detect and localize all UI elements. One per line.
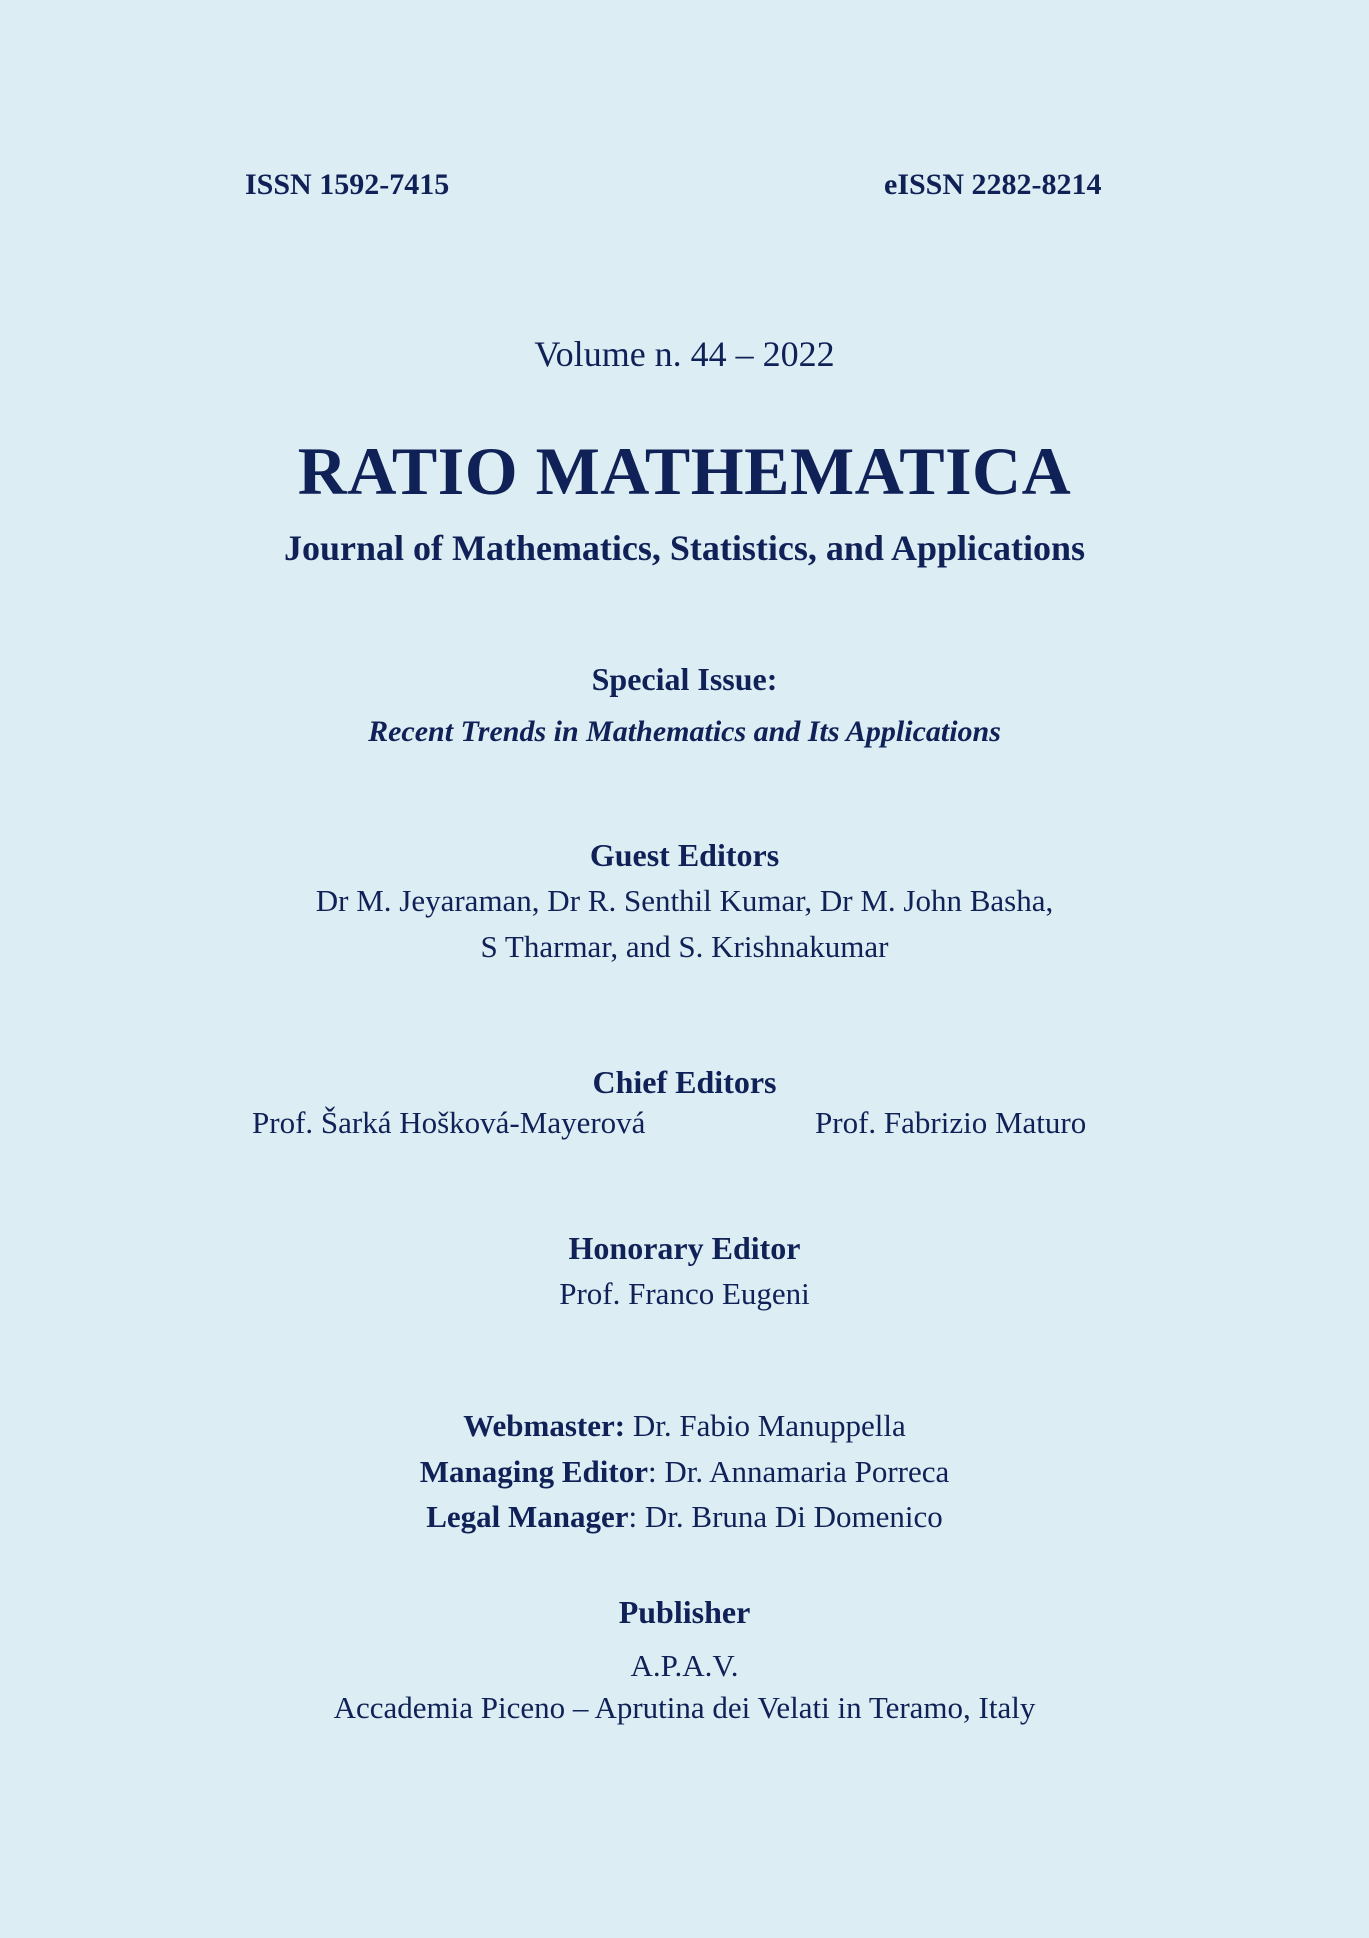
legal-manager-role: Legal Manager [426, 1499, 629, 1534]
managing-editor-name: : Dr. Annamaria Porreca [647, 1454, 950, 1489]
journal-title: RATIO MATHEMATICA [297, 433, 1072, 509]
managing-editor-line [0, 1454, 1369, 1490]
chief-editor-2: Prof. Fabrizio Maturo [815, 1105, 1087, 1140]
guest-editors-line-1: Dr M. Jeyaraman, Dr R. Senthil Kumar, Dr M. John Basha, [315, 883, 1054, 918]
guest-editors-line-2: S Tharmar, and S. Krishnakumar [480, 929, 889, 964]
publisher-heading: Publisher [618, 1594, 751, 1630]
honorary-editor-heading: Honorary Editor [568, 1230, 801, 1266]
chief-editor-1: Prof. Šarká Hošková-Mayerová [252, 1105, 646, 1140]
webmaster-role: Webmaster: [463, 1408, 626, 1443]
publisher-abbreviation: A.P.A.V. [630, 1648, 739, 1683]
honorary-editor-name: Prof. Franco Eugeni [559, 1276, 810, 1311]
legal-manager-name: : Dr. Bruna Di Domenico [628, 1499, 943, 1534]
special-issue-label: Special Issue: [591, 661, 778, 697]
managing-editor-role: Managing Editor [419, 1454, 648, 1489]
webmaster-name: Dr. Fabio Manuppella [625, 1408, 906, 1443]
publisher-full-name: Accademia Piceno – Aprutina dei Velati in Teramo, Italy [333, 1690, 1036, 1725]
issn: ISSN 1592-7415 [245, 168, 450, 201]
webmaster-line [0, 1408, 1369, 1444]
chief-editors-heading: Chief Editors [592, 1064, 777, 1100]
journal-subtitle: Journal of Mathematics, Statistics, and Applications [283, 528, 1086, 568]
volume-number: Volume n. 44 – 2022 [534, 334, 835, 374]
special-issue-title: Recent Trends in Mathematics and Its Applications [368, 715, 1001, 748]
legal-manager-line [0, 1499, 1369, 1535]
guest-editors-heading: Guest Editors [589, 837, 780, 873]
eissn: eISSN 2282-8214 [884, 168, 1102, 201]
